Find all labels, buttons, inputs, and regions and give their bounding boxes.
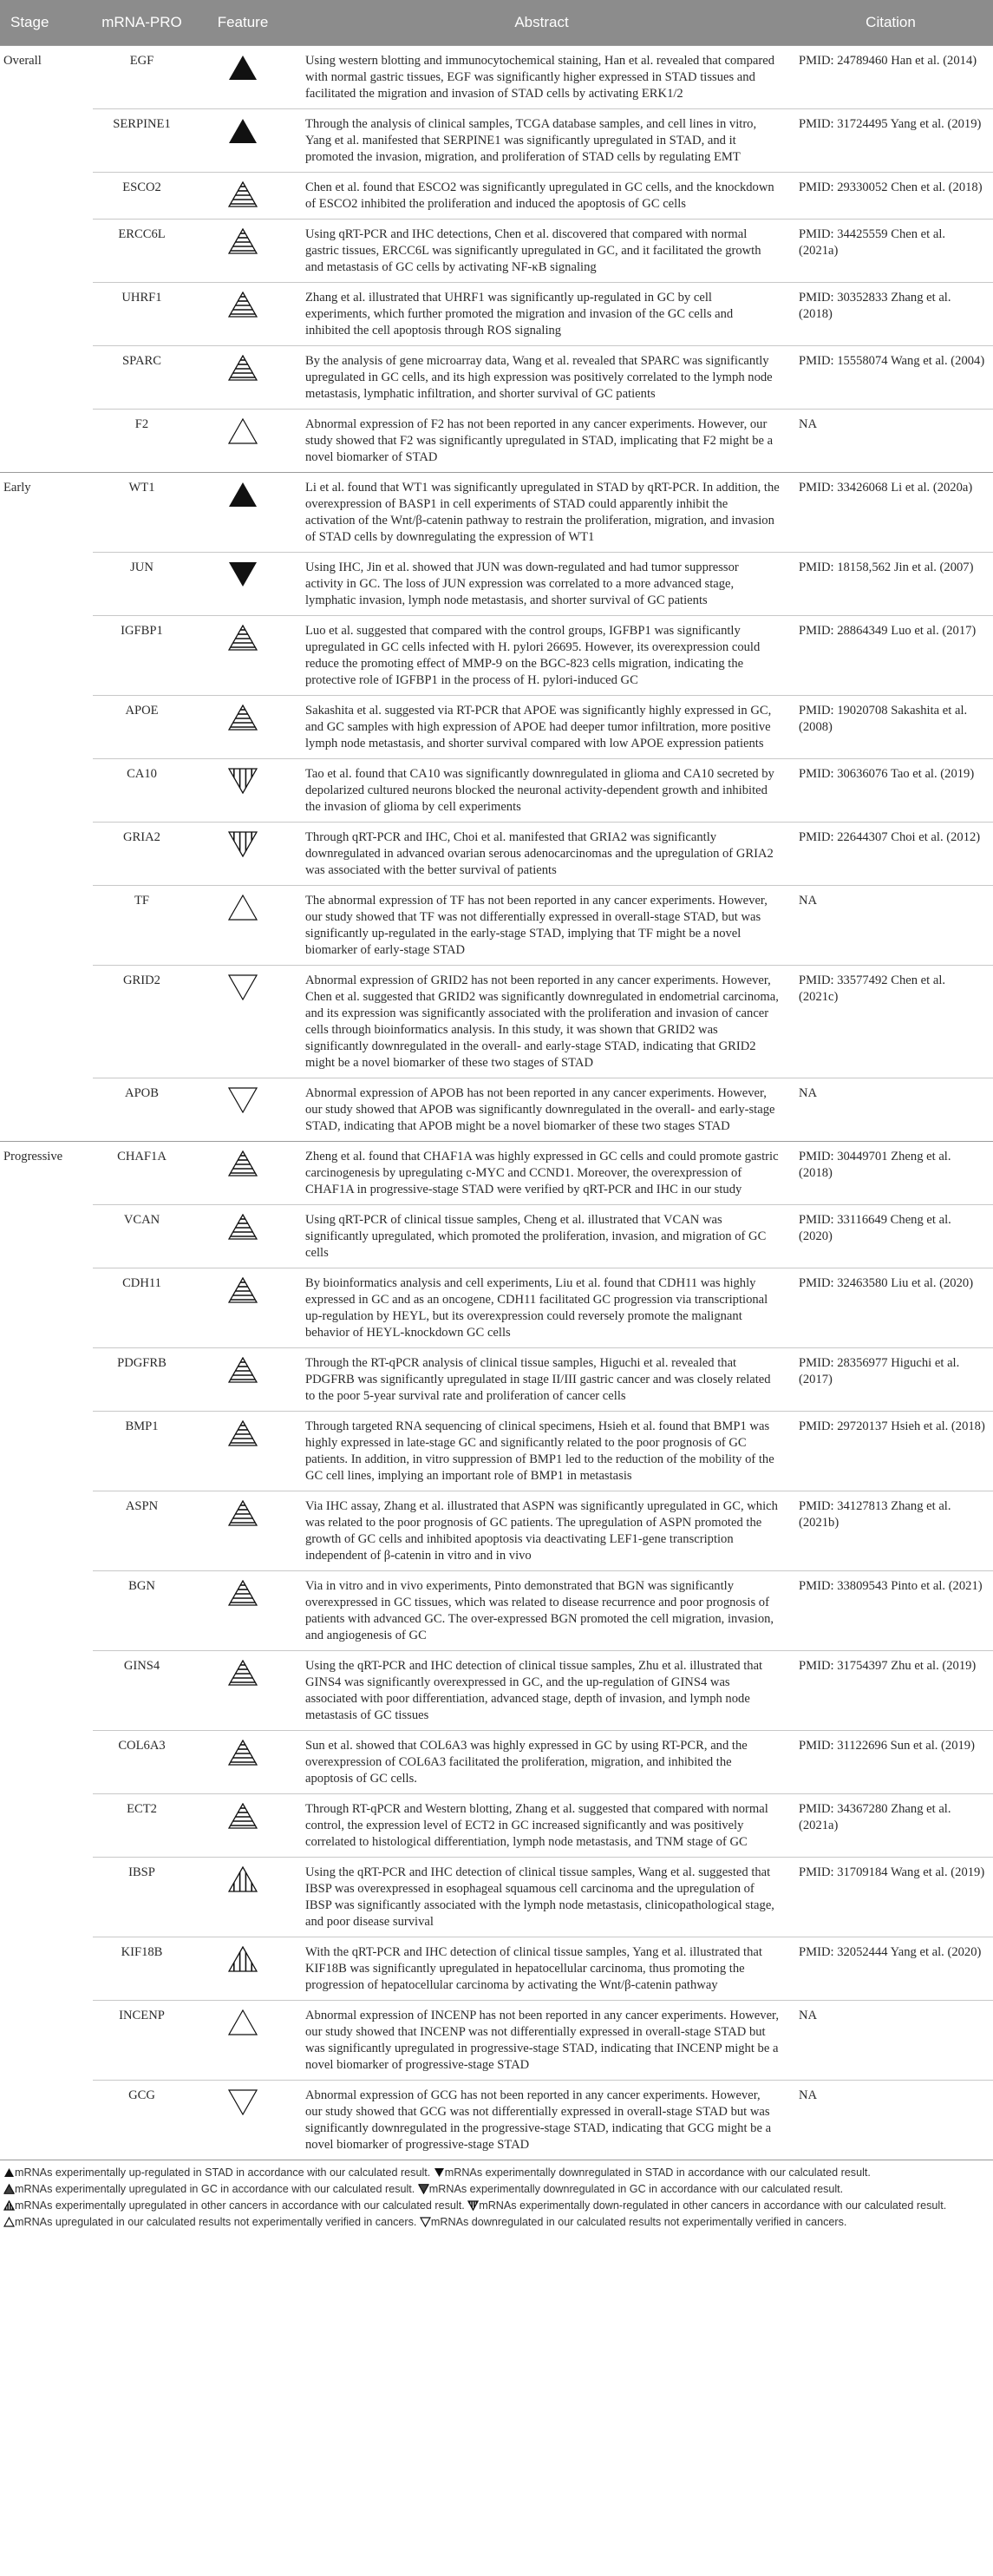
stage-cell [0, 823, 93, 886]
open-up-triangle-icon [3, 2217, 15, 2232]
horizontal-hatched-up-triangle-icon [228, 1819, 258, 1832]
citation-cell: PMID: 34367280 Zhang et al. (2021a) [788, 1794, 993, 1858]
citation-cell: PMID: 34127813 Zhang et al. (2021b) [788, 1491, 993, 1571]
horizontal-hatched-up-triangle-icon [228, 1675, 258, 1689]
feature-cell [191, 759, 295, 823]
stage-cell [0, 1731, 93, 1794]
abstract-cell: Zhang et al. illustrated that UHRF1 was significantly up-regulated in GC by cell experiments, which further promoted the migration and invasion of the GC cells and inhibited the cell apoptosis through ROS signaling [295, 283, 788, 346]
citation-cell: PMID: 19020708 Sakashita et al. (2008) [788, 696, 993, 759]
gene-cell: F2 [93, 410, 191, 473]
stage-cell [0, 1491, 93, 1571]
stage-cell [0, 966, 93, 1078]
feature-cell [191, 1491, 295, 1571]
feature-cell [191, 696, 295, 759]
header-stage: Stage [0, 0, 93, 46]
feature-cell [191, 46, 295, 109]
abstract-cell: Using IHC, Jin et al. showed that JUN was down-regulated and had tumor suppressor activity in GC. The loss of JUN expression was correlated to a more advanced stage, lymphatic invasion, lymph node metastasis, and shorter survival of GC patients [295, 553, 788, 616]
gene-cell: VCAN [93, 1205, 191, 1268]
open-up-triangle-icon [228, 910, 258, 924]
feature-cell [191, 1348, 295, 1412]
horizontal-hatched-up-triangle-icon [3, 2184, 15, 2199]
gene-cell: ASPN [93, 1491, 191, 1571]
filled-up-triangle-icon [228, 497, 258, 511]
gene-cell: WT1 [93, 473, 191, 553]
footnote-text: mRNAs experimentally down-regulated in other cancers in accordance with our calculated result. [479, 2199, 947, 2212]
abstract-cell: Chen et al. found that ESCO2 was significantly upregulated in GC cells, and the knockdown of ESCO2 inhibited the proliferation and induced the apoptosis of GC cells [295, 173, 788, 220]
horizontal-hatched-up-triangle-icon [228, 720, 258, 734]
feature-cell [191, 966, 295, 1078]
table-row [0, 346, 993, 410]
stage-cell [0, 1937, 93, 2001]
gene-cell: UHRF1 [93, 283, 191, 346]
stage-cell [0, 2081, 93, 2160]
citation-cell: NA [788, 1078, 993, 1142]
abstract-cell: Sakashita et al. suggested via RT-PCR that APOE was significantly highly expressed in GC, and GC samples with high expression of APOE had deeper tumor infiltration, more positive lymph node metastasis, and shorter survival compared with low APOE expression patients [295, 696, 788, 759]
header-feature: Feature [191, 0, 295, 46]
abstract-cell: Abnormal expression of INCENP has not been reported in any cancer experiments. However, our study showed that INCENP was not differentially expressed in overall-stage STAD but was significantly upregulated in progressive-stage STAD, indicating that INCENP might be a novel biomarker of progressive-stage STAD [295, 2001, 788, 2081]
horizontal-hatched-up-triangle-icon [228, 1229, 258, 1243]
citation-cell: PMID: 32052444 Yang et al. (2020) [788, 1937, 993, 2001]
open-down-triangle-icon [420, 2217, 431, 2232]
citation-cell: PMID: 18158,562 Jin et al. (2007) [788, 553, 993, 616]
horizontal-hatched-up-triangle-icon [228, 1166, 258, 1180]
citation-cell: PMID: 22644307 Choi et al. (2012) [788, 823, 993, 886]
feature-cell [191, 1858, 295, 1937]
gene-cell: IBSP [93, 1858, 191, 1937]
abstract-cell: Through the RT-qPCR analysis of clinical tissue samples, Higuchi et al. revealed that PDGFRB was significantly upregulated in stage II/III gastric cancer and was closely related to the poor 5-year survival rate and proliferation of cancer cells [295, 1348, 788, 1412]
horizontal-hatched-up-triangle-icon [228, 1516, 258, 1530]
feature-cell [191, 1078, 295, 1142]
stage-cell [0, 886, 93, 966]
abstract-cell: Using the qRT-PCR and IHC detection of clinical tissue samples, Zhu et al. illustrated that GINS4 was significantly overexpressed in GC, and the up-regulation of GINS4 was associated with poor differentiation, advanced stage, depth of invasion, and lymph node metastasis of GC tissues [295, 1651, 788, 1731]
abstract-cell: Through qRT-PCR and IHC, Choi et al. manifested that GRIA2 was significantly downregulated in advanced ovarian serous adenocarcinomas and the upregulation of GRIA2 was associated with the better survival of patients [295, 823, 788, 886]
feature-cell [191, 283, 295, 346]
table-row [0, 759, 993, 823]
filled-down-triangle-icon [434, 2167, 445, 2182]
horizontal-hatched-up-triangle-icon [228, 244, 258, 258]
stage-cell [0, 553, 93, 616]
feature-cell [191, 1731, 295, 1794]
citation-cell: PMID: 34425559 Chen et al. (2021a) [788, 220, 993, 283]
citation-cell: PMID: 29720137 Hsieh et al. (2018) [788, 1412, 993, 1491]
gene-cell: BMP1 [93, 1412, 191, 1491]
gene-cell: PDGFRB [93, 1348, 191, 1412]
feature-cell [191, 173, 295, 220]
gene-cell: ESCO2 [93, 173, 191, 220]
gene-cell: CA10 [93, 759, 191, 823]
citation-cell: NA [788, 2001, 993, 2081]
table-row [0, 2001, 993, 2081]
feature-cell [191, 410, 295, 473]
open-down-triangle-icon [228, 2105, 258, 2119]
feature-cell [191, 1651, 295, 1731]
vertical-hatched-down-triangle-icon [228, 783, 258, 797]
abstract-cell: By the analysis of gene microarray data, Wang et al. revealed that SPARC was significantly upregulated in GC cells, and its high expression was positively correlated to the lymph node metastasis, lymphatic infiltration, and shorter survival of GC patients [295, 346, 788, 410]
stage-cell [0, 1651, 93, 1731]
table-row [0, 46, 993, 109]
gene-cell: SERPINE1 [93, 109, 191, 173]
vertical-hatched-down-triangle-icon [467, 2200, 479, 2215]
abstract-cell: Through the analysis of clinical samples, TCGA database samples, and cell lines in vitro, Yang et al. manifested that SERPINE1 was significantly upregulated in STAD, and it promoted the invasion, migration, and proliferation of STAD cells by regulating EMT [295, 109, 788, 173]
abstract-cell: Using qRT-PCR and IHC detections, Chen et al. discovered that compared with normal gastric tissues, ERCC6L was significantly upregulated in GC, and it facilitated the growth and metastasis of GC cells by activating NF-κB signaling [295, 220, 788, 283]
abstract-cell: The abnormal expression of TF has not been reported in any cancer experiments. However, our study showed that TF was not differentially expressed in overall-stage STAD, but was significantly up-regulated in the early-stage STAD, implying that TF might be a novel biomarker of early-stage STAD [295, 886, 788, 966]
gene-cell: APOE [93, 696, 191, 759]
footnote-text: mRNAs experimentally downregulated in STAD in accordance with our calculated result. [444, 2166, 871, 2179]
vertical-hatched-up-triangle-icon [3, 2200, 15, 2215]
gene-cell: CDH11 [93, 1268, 191, 1348]
filled-up-triangle-icon [228, 134, 258, 147]
abstract-cell: Via IHC assay, Zhang et al. illustrated that ASPN was significantly upregulated in GC, which was related to the poor prognosis of GC patients. The upregulation of ASPN promoted the growth of GC cells and inhibited apoptosis via deactivating LEF1-gene transcription independent of β-catenin in vitro and in vivo [295, 1491, 788, 1571]
abstract-cell: Abnormal expression of APOB has not been reported in any cancer experiments. However, our study showed that APOB was significantly downregulated in the overall- and early-stage STAD, indicating that APOB might be a novel biomarker of these two stages STAD [295, 1078, 788, 1142]
abstract-cell: Through targeted RNA sequencing of clinical specimens, Hsieh et al. found that BMP1 was highly expressed in late-stage GC and significantly related to the poor prognosis of GC patients. In addition, in vitro suppression of BMP1 led to the reduction of the mobility of the GC cell lines, implying an important role of BMP1 in metastasis [295, 1412, 788, 1491]
header-citation: Citation [788, 0, 993, 46]
table-row [0, 109, 993, 173]
citation-cell: PMID: 31724495 Yang et al. (2019) [788, 109, 993, 173]
citation-cell: PMID: 33577492 Chen et al. (2021c) [788, 966, 993, 1078]
abstract-cell: Abnormal expression of GRID2 has not been reported in any cancer experiments. However, Chen et al. suggested that GRID2 was significantly downregulated in endometrial carcinoma, and its expression was significantly associated with the proliferation and invasion of cancer cells through bioinformatics analysis. In this study, it was shown that GRID2 was significantly downregulated in the overall- and early-stage STAD, indicating that GRID2 might be a novel biomarker of these two stages of STAD [295, 966, 788, 1078]
table-row [0, 1268, 993, 1348]
stage-cell: Overall [0, 46, 93, 109]
table-row [0, 1142, 993, 1205]
table-row [0, 1651, 993, 1731]
citation-cell: PMID: 15558074 Wang et al. (2004) [788, 346, 993, 410]
feature-cell [191, 1412, 295, 1491]
citation-cell: PMID: 30449701 Zheng et al. (2018) [788, 1142, 993, 1205]
table-row [0, 886, 993, 966]
citation-cell: PMID: 33809543 Pinto et al. (2021) [788, 1571, 993, 1651]
citation-cell: NA [788, 2081, 993, 2160]
feature-cell [191, 1268, 295, 1348]
citation-cell: PMID: 33426068 Li et al. (2020a) [788, 473, 993, 553]
table-row [0, 696, 993, 759]
gene-cell: JUN [93, 553, 191, 616]
abstract-cell: By bioinformatics analysis and cell experiments, Liu et al. found that CDH11 was highly expressed in GC and as an oncogene, CDH11 facilitated GC progression via transcriptional up-regulation by HEYL, but its overexpression could reversely promote the malignant behavior of HEYL-knockdown GC cells [295, 1268, 788, 1348]
footnote-text: mRNAs downregulated in our calculated results not experimentally verified in cancers. [430, 2216, 847, 2228]
horizontal-hatched-up-triangle-icon [228, 1436, 258, 1450]
horizontal-hatched-up-triangle-icon [228, 1373, 258, 1386]
table-row [0, 410, 993, 473]
gene-cell: CHAF1A [93, 1142, 191, 1205]
stage-cell [0, 1268, 93, 1348]
table-row [0, 1937, 993, 2001]
horizontal-hatched-up-triangle-icon [228, 197, 258, 211]
feature-cell [191, 1571, 295, 1651]
abstract-cell: Abnormal expression of GCG has not been reported in any cancer experiments. However, our study showed that GCG was not differentially expressed in overall-stage STAD but was significantly downregulated in the progressive-stage STAD, indicating that GCG might be a novel biomarker of progressive-stage STAD [295, 2081, 788, 2160]
table-row [0, 1571, 993, 1651]
abstract-cell: Zheng et al. found that CHAF1A was highly expressed in GC cells and could promote gastric carcinogenesis by upregulating c-MYC and CCND1. Moreover, the overexpression of CHAF1A in progressive-stage STAD were verified by qRT-PCR and IHC in our study [295, 1142, 788, 1205]
horizontal-hatched-up-triangle-icon [228, 640, 258, 654]
stage-cell [0, 696, 93, 759]
feature-cell [191, 553, 295, 616]
citation-cell: PMID: 28864349 Luo et al. (2017) [788, 616, 993, 696]
abstract-cell: Through RT-qPCR and Western blotting, Zhang et al. suggested that compared with normal control, the expression level of ECT2 in GC increased significantly and was positively correlated to histological differentiation, lymph node metastasis, and TNM stage of GC [295, 1794, 788, 1858]
feature-cell [191, 109, 295, 173]
open-up-triangle-icon [228, 2025, 258, 2039]
horizontal-hatched-up-triangle-icon [228, 1293, 258, 1307]
open-down-triangle-icon [228, 1103, 258, 1117]
filled-up-triangle-icon [228, 70, 258, 84]
gene-cell: GINS4 [93, 1651, 191, 1731]
feature-cell [191, 1937, 295, 2001]
citation-cell: PMID: 29330052 Chen et al. (2018) [788, 173, 993, 220]
stage-cell: Progressive [0, 1142, 93, 1205]
table-row [0, 173, 993, 220]
feature-cell [191, 616, 295, 696]
legend-footnotes [0, 2160, 993, 2232]
table-header-row [0, 0, 993, 46]
table-row [0, 966, 993, 1078]
footnote-text: mRNAs upregulated in our calculated results not experimentally verified in cancers. [15, 2216, 417, 2228]
footnote-text: mRNAs experimentally upregulated in other cancers in accordance with our calculated result. [15, 2199, 465, 2212]
gene-cell: TF [93, 886, 191, 966]
abstract-cell: Sun et al. showed that COL6A3 was highly expressed in GC by using RT-PCR, and the overexpression of COL6A3 facilitated the proliferation, migration, and inhibited the apoptosis of GC cells. [295, 1731, 788, 1794]
stage-cell [0, 1205, 93, 1268]
citation-cell: PMID: 30352833 Zhang et al. (2018) [788, 283, 993, 346]
stage-cell [0, 1078, 93, 1142]
table-row [0, 1858, 993, 1937]
feature-cell [191, 1142, 295, 1205]
horizontal-hatched-down-triangle-icon [418, 2184, 429, 2199]
feature-cell [191, 346, 295, 410]
open-up-triangle-icon [228, 434, 258, 448]
gene-cell: APOB [93, 1078, 191, 1142]
abstract-cell: Using the qRT-PCR and IHC detection of clinical tissue samples, Wang et al. suggested that IBSP was overexpressed in esophageal squamous cell carcinoma and the upregulation of IBSP was significantly associated with the lymph node metastasis, clinicopathological stage, and poor disease survival [295, 1858, 788, 1937]
stage-cell [0, 1412, 93, 1491]
stage-cell [0, 173, 93, 220]
abstract-cell: With the qRT-PCR and IHC detection of clinical tissue samples, Yang et al. illustrated that KIF18B was significantly upregulated in hepatocellular carcinoma, thus promoting the progression of hepatocellular carcinoma by activating the Wnt/β-catenin pathway [295, 1937, 788, 2001]
gene-cell: IGFBP1 [93, 616, 191, 696]
table-row [0, 553, 993, 616]
feature-cell [191, 1794, 295, 1858]
citation-cell: PMID: 31709184 Wang et al. (2019) [788, 1858, 993, 1937]
table-row [0, 283, 993, 346]
table-row [0, 220, 993, 283]
stage-cell [0, 1571, 93, 1651]
citation-cell: PMID: 24789460 Han et al. (2014) [788, 46, 993, 109]
gene-cell: GRID2 [93, 966, 191, 1078]
stage-cell [0, 220, 93, 283]
feature-cell [191, 220, 295, 283]
feature-cell [191, 823, 295, 886]
stage-cell [0, 2001, 93, 2081]
horizontal-hatched-up-triangle-icon [228, 1596, 258, 1609]
horizontal-hatched-up-triangle-icon [228, 370, 258, 384]
feature-cell [191, 1205, 295, 1268]
abstract-cell: Using western blotting and immunocytochemical staining, Han et al. revealed that compared with normal gastric tissues, EGF was significantly higher expressed in STAD tissues and facilitated the migration and invasion of STAD cells by activating ERK1/2 [295, 46, 788, 109]
abstract-cell: Abnormal expression of F2 has not been reported in any cancer experiments. However, our study showed that F2 was significantly upregulated in STAD, implicating that F2 might be a novel biomarker of STAD [295, 410, 788, 473]
abstract-cell: Tao et al. found that CA10 was significantly downregulated in glioma and CA10 secreted by depolarized cultured neurons blocked the neuronal activity-dependent growth and inhibited the invasion of glioma by cell experiments [295, 759, 788, 823]
footnote-text: mRNAs experimentally upregulated in GC in accordance with our calculated result. [15, 2183, 415, 2195]
vertical-hatched-up-triangle-icon [228, 1882, 258, 1896]
table-row [0, 1348, 993, 1412]
vertical-hatched-down-triangle-icon [228, 847, 258, 861]
footnote-text: mRNAs experimentally up-regulated in STAD in accordance with our calculated result. [15, 2166, 431, 2179]
table-row [0, 1412, 993, 1491]
citation-cell: PMID: 31754397 Zhu et al. (2019) [788, 1651, 993, 1731]
abstract-cell: Via in vitro and in vivo experiments, Pinto demonstrated that BGN was significantly overexpressed in GC tissues, which was related to disease recurrence and poor prognosis of patients with advanced GC. The over-expressed BGN promoted the cell migration, invasion, and angiogenesis of GC [295, 1571, 788, 1651]
gene-cell: INCENP [93, 2001, 191, 2081]
abstract-cell: Li et al. found that WT1 was significantly upregulated in STAD by qRT-PCR. In addition, the overexpression of BASP1 in cell experiments of STAD could apparently inhibit the activation of the Wnt/β-catenin pathway to restrain the proliferation, migration, and invasion of STAD cells by downregulating the expression of WT1 [295, 473, 788, 553]
stage-cell [0, 616, 93, 696]
footnote-text: mRNAs experimentally downregulated in GC in accordance with our calculated result. [428, 2183, 844, 2195]
open-down-triangle-icon [228, 990, 258, 1004]
citation-cell: NA [788, 886, 993, 966]
table-row [0, 823, 993, 886]
table-row [0, 2081, 993, 2160]
feature-cell [191, 886, 295, 966]
gene-cell: ECT2 [93, 1794, 191, 1858]
gene-cell: KIF18B [93, 1937, 191, 2001]
stage-cell [0, 410, 93, 473]
stage-cell [0, 1794, 93, 1858]
feature-cell [191, 2001, 295, 2081]
table-row [0, 1205, 993, 1268]
table-row [0, 1078, 993, 1142]
table-row [0, 1794, 993, 1858]
feature-cell [191, 2081, 295, 2160]
gene-cell: BGN [93, 1571, 191, 1651]
citation-cell: PMID: 30636076 Tao et al. (2019) [788, 759, 993, 823]
horizontal-hatched-up-triangle-icon [228, 1755, 258, 1769]
abstract-cell: Using qRT-PCR of clinical tissue samples, Cheng et al. illustrated that VCAN was significantly upregulated, which promoted the proliferation, invasion, and migration of GC cells [295, 1205, 788, 1268]
gene-cell: SPARC [93, 346, 191, 410]
feature-cell [191, 473, 295, 553]
table-row [0, 1731, 993, 1794]
gene-cell: EGF [93, 46, 191, 109]
stage-cell [0, 1348, 93, 1412]
vertical-hatched-up-triangle-icon [228, 1962, 258, 1976]
horizontal-hatched-up-triangle-icon [228, 307, 258, 321]
citation-cell: NA [788, 410, 993, 473]
stage-cell [0, 759, 93, 823]
stage-cell [0, 109, 93, 173]
table-body [0, 46, 993, 2160]
gene-cell: COL6A3 [93, 1731, 191, 1794]
table-row [0, 1491, 993, 1571]
header-abstract: Abstract [295, 0, 788, 46]
stage-cell [0, 1858, 93, 1937]
citation-cell: PMID: 32463580 Liu et al. (2020) [788, 1268, 993, 1348]
filled-up-triangle-icon [3, 2167, 15, 2182]
stage-cell [0, 283, 93, 346]
citation-cell: PMID: 31122696 Sun et al. (2019) [788, 1731, 993, 1794]
stage-cell [0, 346, 93, 410]
header-gene: mRNA-PRO [93, 0, 191, 46]
table-row [0, 616, 993, 696]
table-row [0, 473, 993, 553]
gene-cell: GCG [93, 2081, 191, 2160]
stage-cell: Early [0, 473, 93, 553]
gene-cell: GRIA2 [93, 823, 191, 886]
gene-cell: ERCC6L [93, 220, 191, 283]
filled-down-triangle-icon [228, 577, 258, 591]
citation-cell: PMID: 28356977 Higuchi et al. (2017) [788, 1348, 993, 1412]
citation-cell: PMID: 33116649 Cheng et al. (2020) [788, 1205, 993, 1268]
abstract-cell: Luo et al. suggested that compared with the control groups, IGFBP1 was significantly upregulated in GC cells infected with H. pylori 26695. However, its overexpression could reduce the promoting effect of MMP-9 on the BGC-823 cells migration, indicating the protective role of IGFBP1 in the process of H. pylori-induced GC [295, 616, 788, 696]
